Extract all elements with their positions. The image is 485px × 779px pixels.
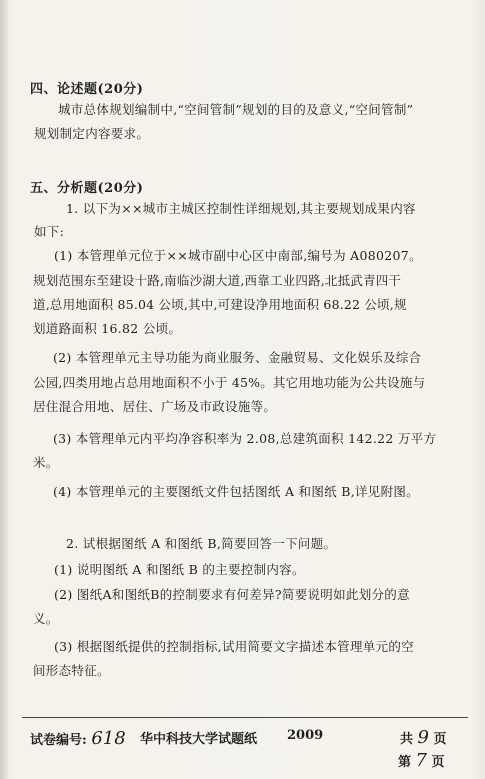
paper-number — [30, 728, 126, 749]
section-4-line-1: 城市总体规划编制中,“空间管制”规划的目的及意义,“空间管制” — [58, 102, 414, 117]
exam-year: 2009 — [287, 728, 324, 743]
section-4-heading: 四、论述题(20分) — [30, 82, 144, 97]
section-5-line-9: 居住混合用地、居住、广场及市政设施等。 — [33, 399, 277, 414]
current-page-suffix: 页 — [431, 755, 445, 770]
section-5-line-14: (1) 说明图纸 A 和图纸 B 的主要控制内容。 — [54, 562, 305, 577]
section-5-line-15: (2) 图纸A和图纸B的控制要求有何差异?简要说明如此划分的意 — [54, 587, 410, 602]
section-5-line-13: 2. 试根据图纸 A 和图纸 B,简要回答一下问题。 — [66, 536, 337, 551]
section-5-heading: 五、分析题(20分) — [30, 181, 144, 196]
total-pages-value: 9 — [417, 727, 429, 748]
section-5-line-18: 间形态特征。 — [33, 663, 110, 678]
section-5-line-7: (2) 本管理单元主导功能为商业服务、金融贸易、文化娱乐及综合 — [53, 350, 422, 365]
section-5-line-17: (3) 根据图纸提供的控制指标,试用简要文字描述本管理单元的空 — [54, 639, 414, 654]
total-pages-suffix: 页 — [433, 732, 447, 747]
section-5-line-3: (1) 本管理单元位于××城市副中心区中南部,编号为 A080207。 — [54, 248, 422, 263]
section-4-line-2: 规划制定内容要求。 — [34, 126, 150, 141]
paper-number-label: 试卷编号: — [30, 733, 87, 748]
total-pages — [400, 727, 447, 748]
section-5-line-11: 米。 — [33, 455, 59, 470]
paper-number-value: 618 — [91, 728, 126, 749]
section-5-line-16: 义。 — [33, 611, 59, 626]
footer-divider — [22, 717, 468, 718]
current-page — [398, 750, 445, 771]
current-page-prefix: 第 — [398, 755, 412, 770]
current-page-value: 7 — [415, 750, 427, 771]
section-5-line-8: 公园,四类用地占总用地面积不小于 45%。其它用地功能为公共设施与 — [33, 375, 426, 390]
page-spine-shadow — [0, 0, 8, 779]
section-5-line-4: 规划范围东至建设十路,南临沙湖大道,西靠工业四路,北抵武青四干 — [33, 273, 402, 288]
section-5-line-1: 1. 以下为××城市主城区控制性详细规划,其主要规划成果内容 — [66, 201, 416, 216]
section-5-line-6: 划道路面积 16.82 公顷。 — [33, 321, 182, 336]
section-5-line-10: (3) 本管理单元内平均净容积率为 2.08,总建筑面积 142.22 万平方 — [53, 431, 437, 446]
school-name: 华中科技大学试题纸 — [140, 732, 258, 747]
section-5-line-2: 如下: — [34, 224, 65, 239]
section-5-line-12: (4) 本管理单元的主要图纸文件包括图纸 A 和图纸 B,详见附图。 — [53, 484, 419, 499]
section-5-line-5: 道,总用地面积 85.04 公顷,其中,可建设净用地面积 68.22 公顷,规 — [33, 297, 407, 312]
total-pages-prefix: 共 — [400, 732, 414, 747]
